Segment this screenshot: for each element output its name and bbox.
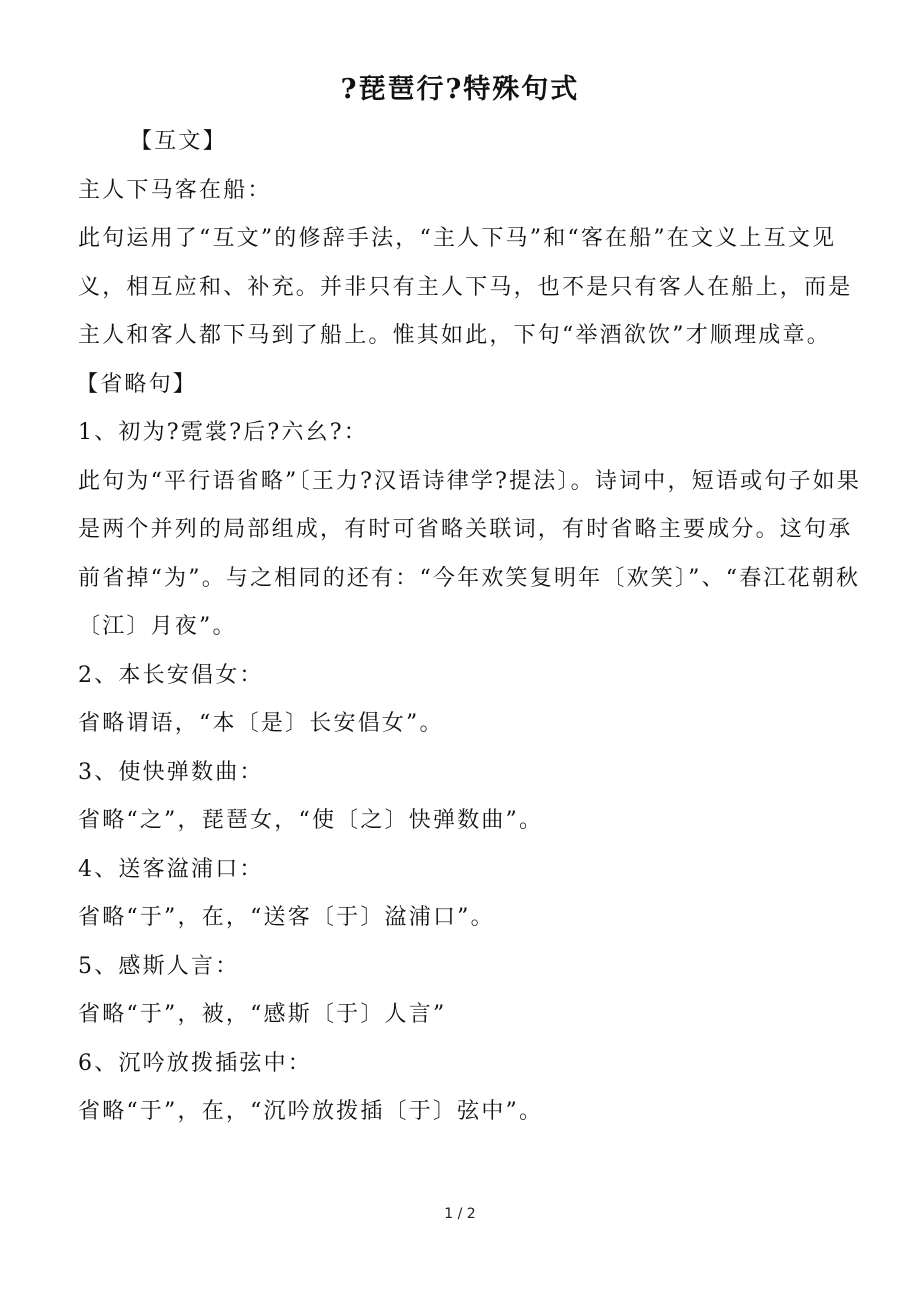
page-title: ?琵琶行?特殊句式 — [340, 74, 580, 105]
list-item-label: 3、使快弹数曲： — [78, 759, 264, 785]
section-heading-shenglue: 【省略句】 — [76, 371, 198, 397]
list-item-label: 6、沉吟放拨插弦中： — [78, 1050, 312, 1076]
list-item-explanation: 省略“于”，在，“送客〔于〕湓浦口”。 — [78, 905, 495, 930]
subheading-zhuren-xiama: 主人下马客在船： — [78, 177, 272, 203]
section-heading-huwen: 【互文】 — [130, 129, 227, 154]
list-item-explanation: 此句为“平行语省略”〔王力?汉语诗律学?提法〕。诗词中，短语或句子如果是两个并列的局部组成，有时可省略关联词，有时省略主要成分。这句承前省掉“为”。与之相同的还有：“今年欢笑复明年〔欢笑〕”、“春江花朝秋〔江〕月夜”。 — [78, 468, 862, 639]
list-item-label: 1、初为?霓裳?后?六幺?： — [78, 420, 368, 445]
list-item-label: 5、感斯人言： — [78, 953, 240, 979]
list-item-explanation: 省略“于”，在，“沉吟放拨插〔于〕弦中”。 — [78, 1099, 544, 1124]
list-item-label: 2、本长安倡女： — [78, 662, 264, 688]
list-item-label: 4、送客湓浦口： — [78, 856, 264, 882]
list-item-explanation: 省略“于”，被，“感斯〔于〕人言” — [78, 1002, 447, 1027]
list-item-explanation: 省略“之”，琵琶女，“使〔之〕快弹数曲”。 — [78, 808, 544, 833]
paragraph-huwen-explanation: 此句运用了“互文”的修辞手法，“主人下马”和“客在船”在文义上互文见义，相互应和、补充。并非只有主人下马，也不是只有客人在船上，而是主人和客人都下马到了船上。惟其如此，下句“举酒欲饮”才顺理成章。 — [78, 226, 853, 348]
list-item-explanation: 省略谓语，“本〔是〕长安倡女”。 — [78, 711, 444, 736]
page-number: 1 / 2 — [444, 1206, 476, 1222]
document-body — [66, 118, 862, 1137]
